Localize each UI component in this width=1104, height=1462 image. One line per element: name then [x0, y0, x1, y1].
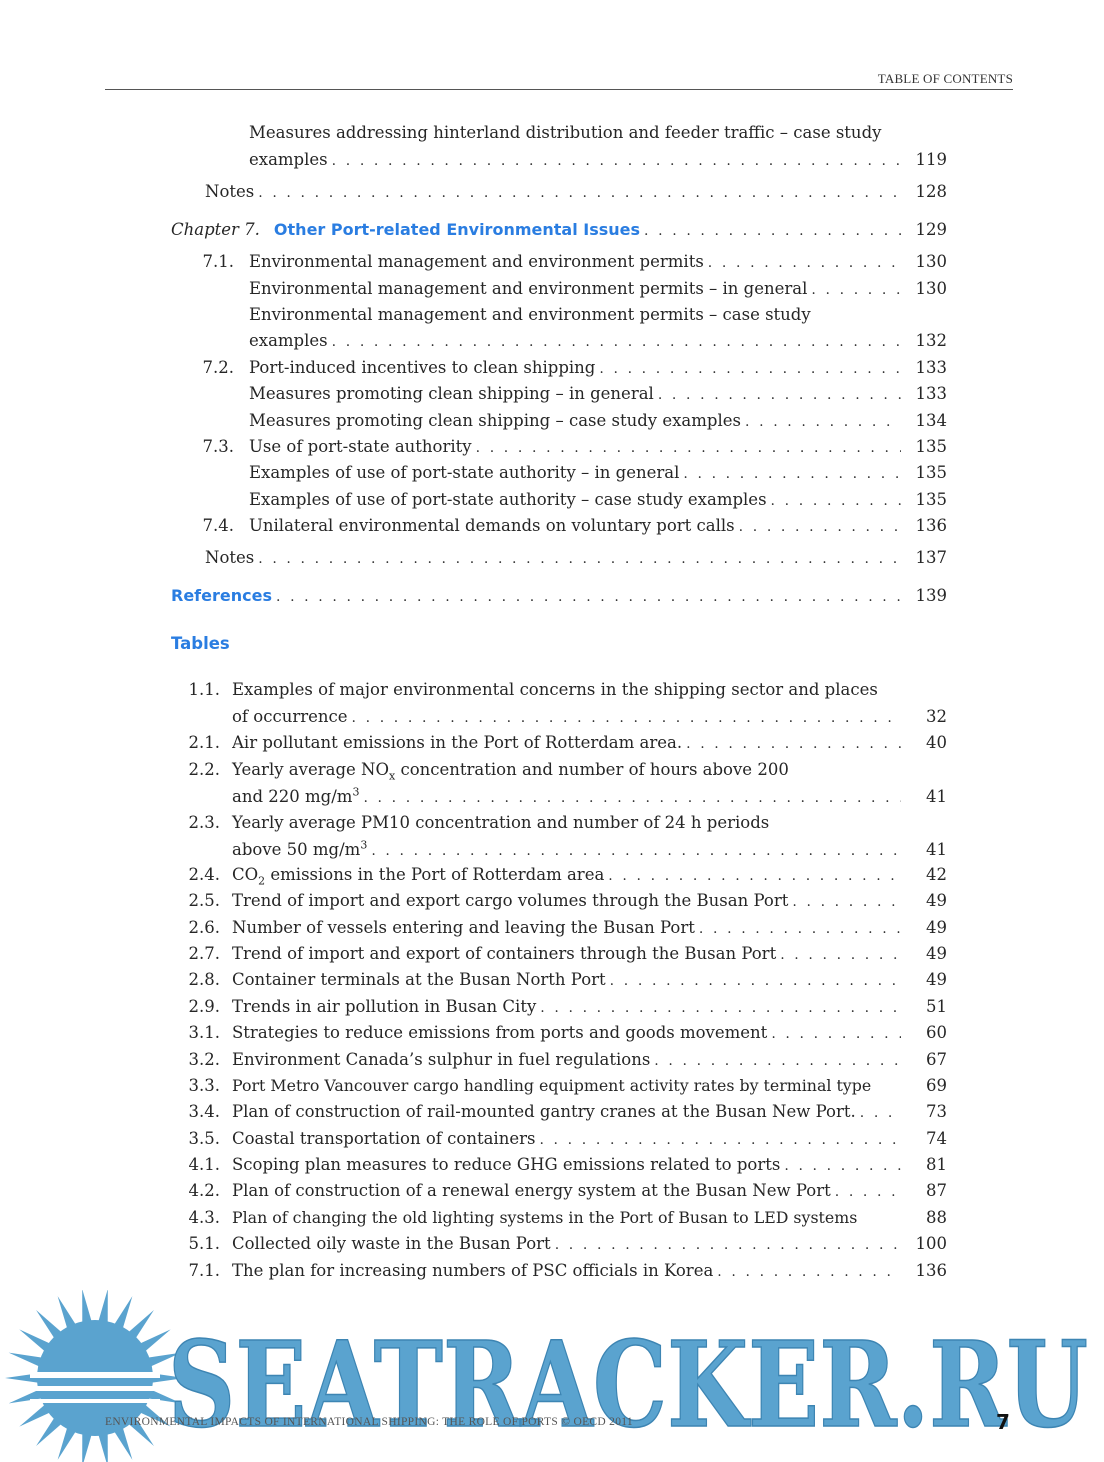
dot-leader: [258, 180, 901, 207]
toc-entry-text: [232, 862, 604, 889]
toc-page-number: 135: [915, 437, 947, 456]
toc-entry-text: Trends in air pollution in Busan City: [232, 997, 537, 1016]
sun-stripe: [30, 1372, 160, 1378]
toc-entry-7-1[interactable]: [0, 249, 1104, 276]
sun-ray: [82, 1432, 92, 1462]
table-entry-2-9[interactable]: [0, 994, 1104, 1021]
toc-page-number: 49: [926, 891, 947, 910]
dot-leader: [683, 461, 901, 488]
table-number: 2.8.: [188, 970, 220, 989]
toc-entry-line: [232, 730, 901, 758]
table-entry-2-6[interactable]: [0, 915, 1104, 942]
dot-leader: [860, 1100, 901, 1127]
toc-page-number: 132: [915, 331, 947, 350]
toc-entry-line: [205, 179, 901, 207]
table-number: 3.5.: [188, 1129, 220, 1148]
table-entry-3-3[interactable]: [0, 1073, 1104, 1100]
dot-leader: [771, 1021, 901, 1048]
toc-page-number: 136: [915, 1261, 947, 1280]
toc-entry-line: [249, 408, 901, 436]
sun-burst-icon: [5, 1290, 185, 1462]
toc-entry-text: Port-induced incentives to clean shipping: [249, 358, 596, 377]
toc-page-number: 133: [915, 358, 947, 377]
watermark-text: SEATRACKER.RU: [168, 1315, 1088, 1454]
toc-entry-references[interactable]: [0, 583, 1104, 610]
table-entry-7-1[interactable]: [0, 1258, 1104, 1285]
toc-page-number: 137: [915, 548, 947, 567]
toc-entry-line: [205, 545, 901, 573]
toc-entry-text: [232, 784, 359, 811]
dot-leader: [476, 435, 901, 462]
toc-entry-line: [171, 583, 901, 611]
dot-leader: [699, 916, 901, 943]
table-entry-2-4[interactable]: [0, 862, 1104, 889]
table-entry-4-1[interactable]: [0, 1152, 1104, 1179]
toc-entry-text: examples: [249, 150, 328, 169]
dot-leader: [654, 1048, 901, 1075]
table-number: 7.1.: [188, 1261, 220, 1280]
toc-entry-text: Trend of import and export cargo volumes through the Busan Port: [232, 891, 789, 910]
dot-leader: [555, 1232, 901, 1259]
toc-page-number: 129: [915, 220, 947, 239]
dot-leader: [608, 863, 901, 890]
table-entry-2-1[interactable]: [0, 730, 1104, 757]
toc-entry-text: examples: [249, 331, 328, 350]
running-header: [105, 70, 1013, 90]
text-part: above 50 mg/m: [232, 840, 361, 859]
toc-entry-line: [232, 967, 901, 995]
dot-leader: [363, 785, 901, 812]
toc-entry-line: [232, 994, 901, 1022]
dot-leader: [739, 514, 901, 541]
toc-entry-line: [232, 1099, 901, 1127]
toc-entry-text: Container terminals at the Busan North Port: [232, 970, 606, 989]
section-number: 7.3.: [202, 437, 234, 456]
table-entry-4-2[interactable]: [0, 1178, 1104, 1205]
toc-entry-line: [232, 1205, 904, 1232]
table-number: 4.1.: [188, 1155, 220, 1174]
text-part: concentration and number of hours above 200: [395, 760, 789, 779]
toc-page-number: 128: [915, 182, 947, 201]
table-number: 4.2.: [188, 1181, 220, 1200]
toc-page-number: 88: [926, 1208, 947, 1227]
toc-entry-text: Coastal transportation of containers: [232, 1129, 536, 1148]
toc-entry-7-2-general[interactable]: [0, 381, 1104, 408]
dot-leader: [540, 995, 901, 1022]
toc-page-number: 51: [926, 997, 947, 1016]
table-entry-4-3[interactable]: [0, 1205, 1104, 1232]
toc-page-number: 69: [926, 1076, 947, 1095]
toc-entry-line: [232, 704, 901, 732]
table-number: 2.6.: [188, 918, 220, 937]
toc-entry-line: [249, 434, 901, 462]
table-entry-2-2[interactable]: [0, 757, 1104, 810]
toc-page-number: 73: [926, 1102, 947, 1121]
running-header-title: TABLE OF CONTENTS: [877, 71, 1013, 86]
table-number: 2.9.: [188, 997, 220, 1016]
toc-entry-7-2-case[interactable]: [0, 408, 1104, 435]
toc-entry-text: Trend of import and export of containers through the Busan Port: [232, 944, 777, 963]
toc-entry-line: [232, 1126, 901, 1154]
toc-page-number: 40: [926, 733, 947, 752]
sun-stripe: [30, 1386, 160, 1391]
dot-leader: [717, 1259, 901, 1286]
toc-entry-text: Strategies to reduce emissions from ports and goods movement: [232, 1023, 768, 1042]
toc-entry-line: [232, 1047, 901, 1075]
table-number: 2.5.: [188, 891, 220, 910]
toc-entry-line: [249, 355, 901, 383]
toc-entry-text: of occurrence: [232, 707, 348, 726]
toc-entry-text: Examples of major environmental concerns in the shipping sector and places: [232, 680, 878, 699]
toc-entry-text: Plan of changing the old lighting systems in the Port of Busan to LED systems: [232, 1208, 858, 1227]
toc-entry-text: Environment Canada’s sulphur in fuel regulations: [232, 1050, 651, 1069]
table-number: 2.3.: [188, 813, 220, 832]
text-part: CO: [232, 865, 259, 884]
text-part: Yearly average NO: [232, 760, 389, 779]
sun-ray: [82, 1290, 92, 1324]
toc-entry-text: [232, 837, 367, 864]
toc-entry-text: Port Metro Vancouver cargo handling equipment activity rates by terminal type: [232, 1076, 872, 1095]
toc-entry-line: [249, 276, 901, 304]
toc-entry-line: [249, 249, 901, 277]
toc-entry-text: Measures addressing hinterland distribution and feeder traffic – case study: [249, 123, 882, 142]
toc-page-number: 136: [915, 516, 947, 535]
toc-page-number: 87: [926, 1181, 947, 1200]
toc-entry-line: [232, 1178, 901, 1206]
table-number: 3.4.: [188, 1102, 220, 1121]
dot-leader: [352, 705, 902, 732]
toc-entry-text: Examples of use of port-state authority – in general: [249, 463, 680, 482]
toc-entry-text: Unilateral environmental demands on voluntary port calls: [249, 516, 735, 535]
toc-entry-line: [232, 1231, 901, 1259]
table-entry-2-5[interactable]: [0, 888, 1104, 915]
toc-entry-7-3-case[interactable]: [0, 487, 1104, 514]
toc-entry-line: [232, 862, 901, 890]
toc-entry-line: [249, 328, 901, 356]
toc-page-number: 49: [926, 918, 947, 937]
superscript: 3: [352, 785, 360, 799]
toc-page-number: 119: [915, 150, 947, 169]
toc-entry-7-1-case[interactable]: [0, 302, 1104, 355]
table-number: 2.4.: [188, 865, 220, 884]
toc-entry-line: [249, 487, 901, 515]
table-number: 3.3.: [188, 1076, 220, 1095]
toc-entry-7-3[interactable]: [0, 434, 1104, 461]
table-number: 2.2.: [188, 760, 220, 779]
toc-entry-text: Environmental management and environment permits: [249, 252, 704, 271]
toc-entry-7-1-general[interactable]: [0, 276, 1104, 303]
toc-entry-text: Notes: [205, 548, 255, 567]
chapter-label: Chapter 7.: [171, 220, 260, 239]
toc-entry-line: [232, 1152, 901, 1180]
toc-entry-text: Examples of use of port-state authority – case study examples: [249, 490, 767, 509]
toc-page-number: 32: [926, 707, 947, 726]
toc-page-number: 100: [915, 1234, 947, 1253]
table-entry-2-8[interactable]: [0, 967, 1104, 994]
toc-entry-text: Environmental management and environment permits – case study: [249, 305, 811, 324]
dot-leader: [610, 968, 901, 995]
table-number: 1.1.: [188, 680, 220, 699]
toc-entry-text: The plan for increasing numbers of PSC officials in Korea: [232, 1261, 714, 1280]
table-number: 2.1.: [188, 733, 220, 752]
dot-leader: [784, 1153, 901, 1180]
toc-entry-notes-2[interactable]: [0, 545, 1104, 572]
section-number: 7.4.: [202, 516, 234, 535]
table-entry-3-5[interactable]: [0, 1126, 1104, 1153]
toc-entry-line: [232, 784, 901, 812]
subscript: 2: [258, 874, 266, 888]
toc-page-number: 41: [926, 840, 947, 859]
superscript: 3: [360, 838, 368, 852]
dot-leader: [792, 889, 901, 916]
toc-page-number: 133: [915, 384, 947, 403]
toc-entry-7-2[interactable]: [0, 355, 1104, 382]
watermark-logo: [0, 1290, 1104, 1462]
toc-entry-7-4[interactable]: [0, 513, 1104, 540]
toc-entry-line: [232, 1258, 901, 1286]
toc-page-number: 130: [915, 279, 947, 298]
toc-entry-line: [249, 147, 901, 175]
table-number: 4.3.: [188, 1208, 220, 1227]
table-number: 3.1.: [188, 1023, 220, 1042]
toc-entry-line: [232, 1020, 901, 1048]
dot-leader: [745, 409, 901, 436]
table-entry-2-7[interactable]: [0, 941, 1104, 968]
toc-entry-text: Use of port-state authority: [249, 437, 472, 456]
sun-ray: [98, 1432, 108, 1462]
toc-entry-text: Plan of construction of a renewal energy system at the Busan New Port: [232, 1181, 831, 1200]
sun-stripe: [30, 1399, 160, 1403]
dot-leader: [644, 218, 901, 245]
dot-leader: [658, 382, 901, 409]
toc-entry-notes[interactable]: [0, 179, 1104, 206]
table-number: 3.2.: [188, 1050, 220, 1069]
dot-leader: [708, 250, 901, 277]
toc-entry-line: [232, 915, 901, 943]
table-entry-2-3[interactable]: [0, 810, 1104, 863]
table-entry-3-4[interactable]: [0, 1099, 1104, 1126]
dot-leader: [811, 277, 901, 304]
toc-page-number: 130: [915, 252, 947, 271]
dot-leader: [835, 1179, 901, 1206]
toc-page-number: 49: [926, 944, 947, 963]
table-number: 2.7.: [188, 944, 220, 963]
table-entry-5-1[interactable]: [0, 1231, 1104, 1258]
toc-entry-text: Measures promoting clean shipping – in general: [249, 384, 654, 403]
toc-page-number: 49: [926, 970, 947, 989]
dot-leader: [258, 546, 901, 573]
toc-entry-text: Plan of construction of rail-mounted gantry cranes at the Busan New Port.: [232, 1102, 856, 1121]
table-number: 5.1.: [188, 1234, 220, 1253]
toc-page-number: 74: [926, 1129, 947, 1148]
dot-leader: [686, 731, 901, 758]
toc-page-number: 41: [926, 787, 947, 806]
section-number: 7.2.: [202, 358, 234, 377]
toc-entry-text: Environmental management and environment permits – in general: [249, 279, 808, 298]
dot-leader: [332, 329, 901, 356]
text-part: emissions in the Port of Rotterdam area: [265, 865, 605, 884]
subscript: x: [388, 769, 396, 783]
toc-entry-text: Yearly average PM10 concentration and number of 24 h periods: [232, 813, 770, 832]
dot-leader: [332, 148, 901, 175]
section-number: 7.1.: [202, 252, 234, 271]
toc-entry-text: Measures promoting clean shipping – case study examples: [249, 411, 741, 430]
toc-entry-line: [249, 460, 901, 488]
toc-entry-line: [232, 1073, 922, 1100]
toc-entry-line: [232, 941, 901, 969]
dot-leader: [771, 488, 901, 515]
toc-page-number: 81: [926, 1155, 947, 1174]
toc-entry-text: [232, 757, 789, 784]
chapter-title-link[interactable]: Other Port-related Environmental Issues: [273, 220, 641, 239]
dot-leader: [371, 838, 901, 865]
toc-entry-text: Collected oily waste in the Busan Port: [232, 1234, 551, 1253]
toc-page-number: 60: [926, 1023, 947, 1042]
dot-leader: [780, 942, 901, 969]
toc-page-number: 135: [915, 463, 947, 482]
toc-entry-text: Air pollutant emissions in the Port of Rotterdam area.: [232, 733, 683, 752]
toc-entry-text: Scoping plan measures to reduce GHG emissions related to ports: [232, 1155, 781, 1174]
toc-entry-line: [249, 381, 901, 409]
toc-entry-text: Number of vessels entering and leaving the Busan Port: [232, 918, 695, 937]
dot-leader: [539, 1127, 901, 1154]
toc-entry-7-3-general[interactable]: [0, 460, 1104, 487]
toc-entry-line: [171, 217, 901, 245]
toc-page-number: 139: [915, 586, 947, 605]
toc-page-number: 135: [915, 490, 947, 509]
toc-entry-text: Notes: [205, 182, 255, 201]
dot-leader: [276, 584, 901, 611]
table-entry-3-2[interactable]: [0, 1047, 1104, 1074]
text-part: and 220 mg/m: [232, 787, 353, 806]
toc-chapter-7[interactable]: [0, 217, 1104, 244]
page-number: 7: [996, 1410, 1010, 1434]
tables-heading: Tables: [171, 634, 230, 653]
toc-entry-hinterland[interactable]: [0, 120, 1104, 173]
sun-ray: [98, 1290, 108, 1324]
toc-page-number: 42: [926, 865, 947, 884]
toc-entry-line: [232, 837, 901, 865]
toc-entry-line: [249, 513, 901, 541]
toc-entry-line: [232, 888, 901, 916]
table-entry-3-1[interactable]: [0, 1020, 1104, 1047]
dot-leader: [599, 356, 901, 383]
toc-page-number: 67: [926, 1050, 947, 1069]
footer-text: ENVIRONMENTAL IMPACTS OF INTERNATIONAL SHIPPING: THE ROLE OF PORTS © OECD 2011: [105, 1416, 633, 1428]
references-link[interactable]: References: [171, 586, 272, 605]
toc-page-number: 134: [915, 411, 947, 430]
table-entry-1-1[interactable]: [0, 677, 1104, 730]
